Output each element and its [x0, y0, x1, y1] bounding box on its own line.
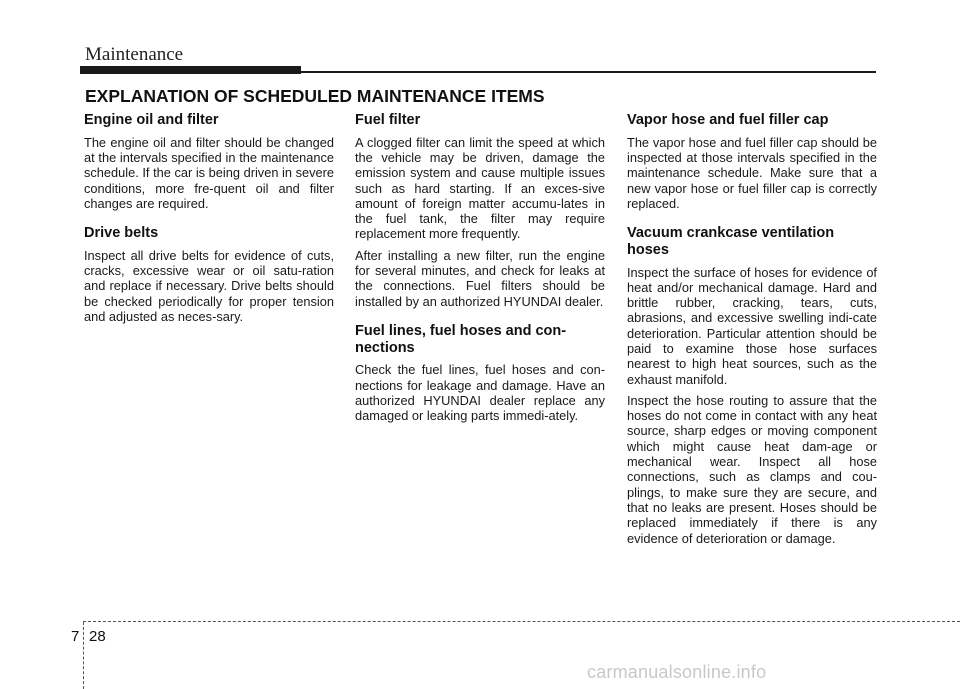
page-number: 28 [89, 628, 106, 645]
paragraph-vapor-hose: The vapor hose and fuel filler cap should be inspected at those intervals specified in the maintenance schedule. Make sure that a new vapor hose or fuel filler cap is correctly replaced. [627, 134, 877, 211]
header-rule-thick [80, 66, 301, 74]
text-column-3 [627, 112, 877, 552]
paragraph-fuel-filter-2: After installing a new filter, run the engine for several minutes, and check for leaks at the connections. Fuel filters should be installed by an authorized HYUNDAI dealer. [355, 247, 605, 309]
paragraph-crankcase-hoses-2: Inspect the hose routing to assure that the hoses do not come in contact with any heat source, sharp edges or moving component which might cause heat dam-age or mechanical wear. Inspect all hose connections, such as clamps and cou-plings, to make sure they are secure, and that no leaks are present. Hoses should be replaced immediately if there is any evidence of deterioration or damage. [627, 392, 877, 546]
header-title: Maintenance [85, 44, 184, 65]
watermark-text: carmanualsonline.info [587, 662, 767, 682]
text-column-2 [355, 112, 605, 429]
text-column-1 [84, 112, 334, 330]
subsection-heading-engine-oil: Engine oil and filter [84, 112, 219, 128]
subsection-heading-vapor-hose: Vapor hose and fuel filler cap [627, 112, 829, 128]
header-rule-thin [301, 71, 876, 73]
subsection-heading-crankcase-hoses: Vacuum crankcase ventilation hoses [627, 225, 835, 258]
subsection-heading-drive-belts: Drive belts [84, 225, 159, 242]
paragraph-fuel-filter-1: A clogged filter can limit the speed at which the vehicle may be driven, damage the emission system and cause multiple issues such as hard starting. If an exces-sive amount of foreign matter accumu-lates in the fuel tank, the filter may require replacement more frequently. [355, 134, 605, 242]
paragraph-fuel-lines: Check the fuel lines, fuel hoses and con-nections for leakage and damage. Have an authorized HYUNDAI dealer replace any damaged or leaking parts immedi-ately. [355, 362, 605, 424]
section-heading: EXPLANATION OF SCHEDULED MAINTENANCE ITEMS [85, 86, 545, 106]
chapter-number: 7 [71, 628, 80, 645]
paragraph-drive-belts: Inspect all drive belts for evidence of cuts, cracks, excessive wear or oil satu-ration and replace if necessary. Drive belts should be checked periodically for proper tension and adjusted as neces-sary. [84, 247, 334, 325]
paragraph-engine-oil: The engine oil and filter should be changed at the intervals specified in the maintenance schedule. If the car is being driven in severe conditions, more fre-quent oil and filter changes are required. [84, 134, 334, 211]
footer-divider-vertical [83, 622, 84, 689]
subsection-heading-fuel-filter: Fuel filter [355, 112, 421, 128]
footer-divider-horizontal [83, 621, 960, 622]
subsection-heading-fuel-lines: Fuel lines, fuel hoses and con-nections [355, 322, 567, 356]
paragraph-crankcase-hoses-1: Inspect the surface of hoses for evidence of heat and/or mechanical damage. Hard and brittle rubber, cracking, tears, cuts, abrasions, and excessive swelling indi-cate deterioration. Particular attention should be paid to examine those hose surfaces nearest to high heat sources, such as the exhaust manifold. [627, 264, 877, 387]
